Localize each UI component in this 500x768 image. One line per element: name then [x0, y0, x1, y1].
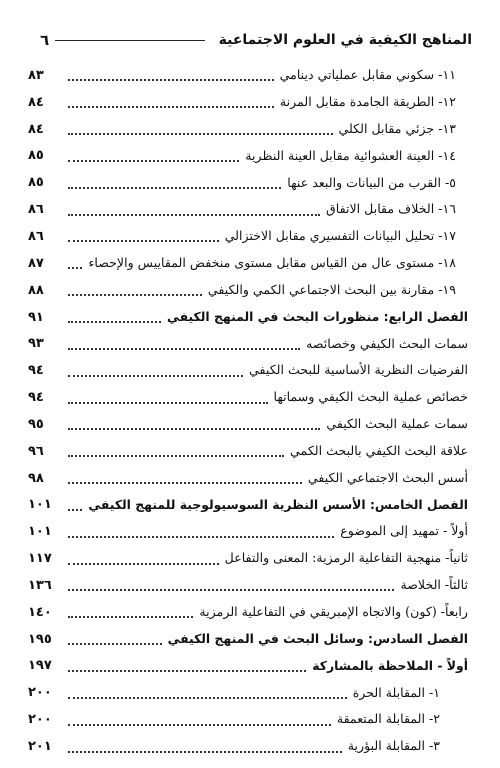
toc-entry-row: [28, 196, 468, 223]
entry-page-number: ٩١: [28, 309, 44, 325]
entry-page-number: ٩٣: [28, 336, 44, 352]
running-header: [40, 28, 472, 52]
entry-page-number: ٢٠٠: [28, 712, 52, 728]
entry-page-number: ٢٠٠: [28, 685, 52, 701]
entry-title: الفرضيات النظرية الأساسية للبحث الكيفي: [249, 362, 468, 378]
page-number: ٦: [40, 31, 50, 49]
dot-leader: [68, 670, 306, 672]
entry-page-number: ١٩٥: [28, 631, 52, 647]
entry-title: سمات البحث الكيفي وخصائصه: [306, 335, 468, 351]
dot-leader: [68, 294, 202, 296]
entry-title: ١٦- الخلاف مقابل الاتفاق: [326, 201, 456, 217]
dot-leader: [68, 375, 243, 377]
entry-title: ١٧- تحليل البيانات التفسيري مقابل الاختزالي: [224, 228, 456, 244]
toc-entry-row: [28, 706, 468, 733]
toc-entry-row: [28, 116, 468, 143]
entry-title: أولاً - الملاحظة بالمشاركة: [312, 657, 468, 673]
entry-title: ١٨- مستوى عال من القياس مقابل مستوى منخفض المقاييس والإحصاء: [88, 255, 456, 271]
entry-page-number: ٩٨: [28, 470, 44, 486]
running-title: المناهج الكيفية في العلوم الاجتماعية: [218, 32, 472, 48]
entry-page-number: ٨٧: [28, 255, 44, 271]
toc-entry-row: [28, 62, 468, 89]
toc-entry-row: [28, 653, 468, 680]
dot-leader: [68, 106, 274, 108]
entry-page-number: ٨٨: [28, 282, 44, 298]
dot-leader: [68, 160, 239, 162]
dot-leader: [68, 428, 320, 430]
entry-title: ١٢- الطريقة الجامدة مقابل المرنة: [279, 93, 456, 109]
entry-title: علاقة البحث الكيفي بالبحث الكمي: [290, 442, 468, 458]
toc-entry-row: [28, 357, 468, 384]
entry-title: أسس البحث الاجتماعي الكيفي: [307, 469, 468, 485]
entry-title: سمات عملية البحث الكيفي: [326, 416, 468, 432]
toc-entry-row: [28, 223, 468, 250]
entry-page-number: ١٠١: [28, 524, 52, 540]
entry-title: ثانياً- منهجية التفاعلية الرمزية: المعنى والتفاعل: [224, 550, 468, 566]
entry-title: خصائص عملية البحث الكيفي وسماتها: [273, 389, 468, 405]
toc-entry-row: [28, 277, 468, 304]
dot-leader: [68, 482, 302, 484]
toc-entry-row: [28, 438, 468, 465]
dot-leader: [68, 455, 284, 457]
entry-page-number: ١٠١: [28, 497, 52, 513]
header-rule: [55, 40, 204, 41]
entry-title: أولاً - تمهيد إلى الموضوع: [340, 523, 468, 539]
chapter-title: الفصل الرابع: منظورات البحث في المنهج الكيفي: [167, 308, 468, 324]
dot-leader: [68, 133, 333, 135]
entry-title: ٢- المقابلة المتعمقة: [336, 711, 440, 727]
table-of-contents: [28, 62, 468, 760]
entry-page-number: ١٤٠: [28, 604, 52, 620]
entry-title: ١٤- العينة العشوائية مقابل العينة النظرية: [245, 147, 456, 163]
toc-entry-row: [28, 384, 468, 411]
dot-leader: [68, 214, 320, 216]
entry-page-number: ٢٠١: [28, 739, 52, 755]
entry-page-number: ٨٤: [28, 94, 44, 110]
dot-leader: [68, 509, 82, 511]
entry-title: ثالثاً- الخلاصة: [400, 577, 468, 593]
entry-page-number: ١٩٧: [28, 658, 52, 674]
entry-title: ١١- سكوني مقابل عملياتي دينامي: [279, 67, 456, 83]
toc-entry-row: [28, 89, 468, 116]
toc-entry-row: [28, 733, 468, 760]
entry-page-number: ٩٤: [28, 390, 44, 406]
chapter-title: الفصل الخامس: الأسس النظرية السوسيولوجية للمنهج الكيفي: [88, 496, 468, 512]
toc-entry-row: [28, 518, 468, 545]
toc-entry-row: [28, 143, 468, 170]
entry-page-number: ٨٣: [28, 67, 44, 83]
toc-chapter-row: [28, 492, 468, 519]
entry-page-number: ٨٦: [28, 202, 44, 218]
toc-entry-row: [28, 411, 468, 438]
dot-leader: [68, 187, 281, 189]
entry-page-number: ٨٥: [28, 148, 44, 164]
toc-entry-row: [28, 330, 468, 357]
entry-page-number: ٨٦: [28, 228, 44, 244]
entry-title: ١٩- مقارنة بين البحث الاجتماعي الكمي والكيفي: [207, 281, 456, 297]
entry-title: ٥- القرب من البيانات والبعد عنها: [287, 174, 456, 190]
entry-page-number: ٩٦: [28, 443, 44, 459]
entry-page-number: ٨٤: [28, 121, 44, 137]
toc-chapter-row: [28, 304, 468, 331]
toc-entry-row: [28, 545, 468, 572]
dot-leader: [68, 536, 334, 538]
entry-page-number: ٨٥: [28, 175, 44, 191]
toc-entry-row: [28, 250, 468, 277]
chapter-title: الفصل السادس: وسائل البحث في المنهج الكيفي: [167, 630, 468, 646]
toc-entry-row: [28, 169, 468, 196]
dot-leader: [68, 616, 193, 618]
entry-title: ٣- المقابلة البؤرية: [347, 738, 440, 754]
toc-entry-row: [28, 465, 468, 492]
entry-page-number: ١١٧: [28, 551, 52, 567]
entry-page-number: ٩٤: [28, 363, 44, 379]
dot-leader: [68, 267, 82, 269]
entry-page-number: ٩٥: [28, 416, 44, 432]
dot-leader: [68, 751, 342, 753]
dot-leader: [68, 563, 219, 565]
toc-entry-row: [28, 572, 468, 599]
toc-chapter-row: [28, 626, 468, 653]
entry-title: ١٣- جزئي مقابل الكلي: [338, 120, 456, 136]
dot-leader: [68, 697, 347, 699]
dot-leader: [68, 348, 300, 350]
entry-title: رابعاً- (كون) والاتجاه الإمبريقي في التفاعلية الرمزية: [199, 604, 468, 619]
entry-title: ١- المقابلة الحرة: [352, 684, 440, 700]
toc-entry-row: [28, 679, 468, 706]
dot-leader: [68, 643, 162, 645]
dot-leader: [68, 589, 394, 591]
entry-page-number: ١٣٦: [28, 577, 52, 593]
toc-entry-row: [28, 599, 468, 626]
dot-leader: [68, 724, 331, 726]
dot-leader: [68, 402, 268, 404]
dot-leader: [68, 240, 219, 242]
dot-leader: [68, 79, 274, 81]
dot-leader: [68, 321, 161, 323]
